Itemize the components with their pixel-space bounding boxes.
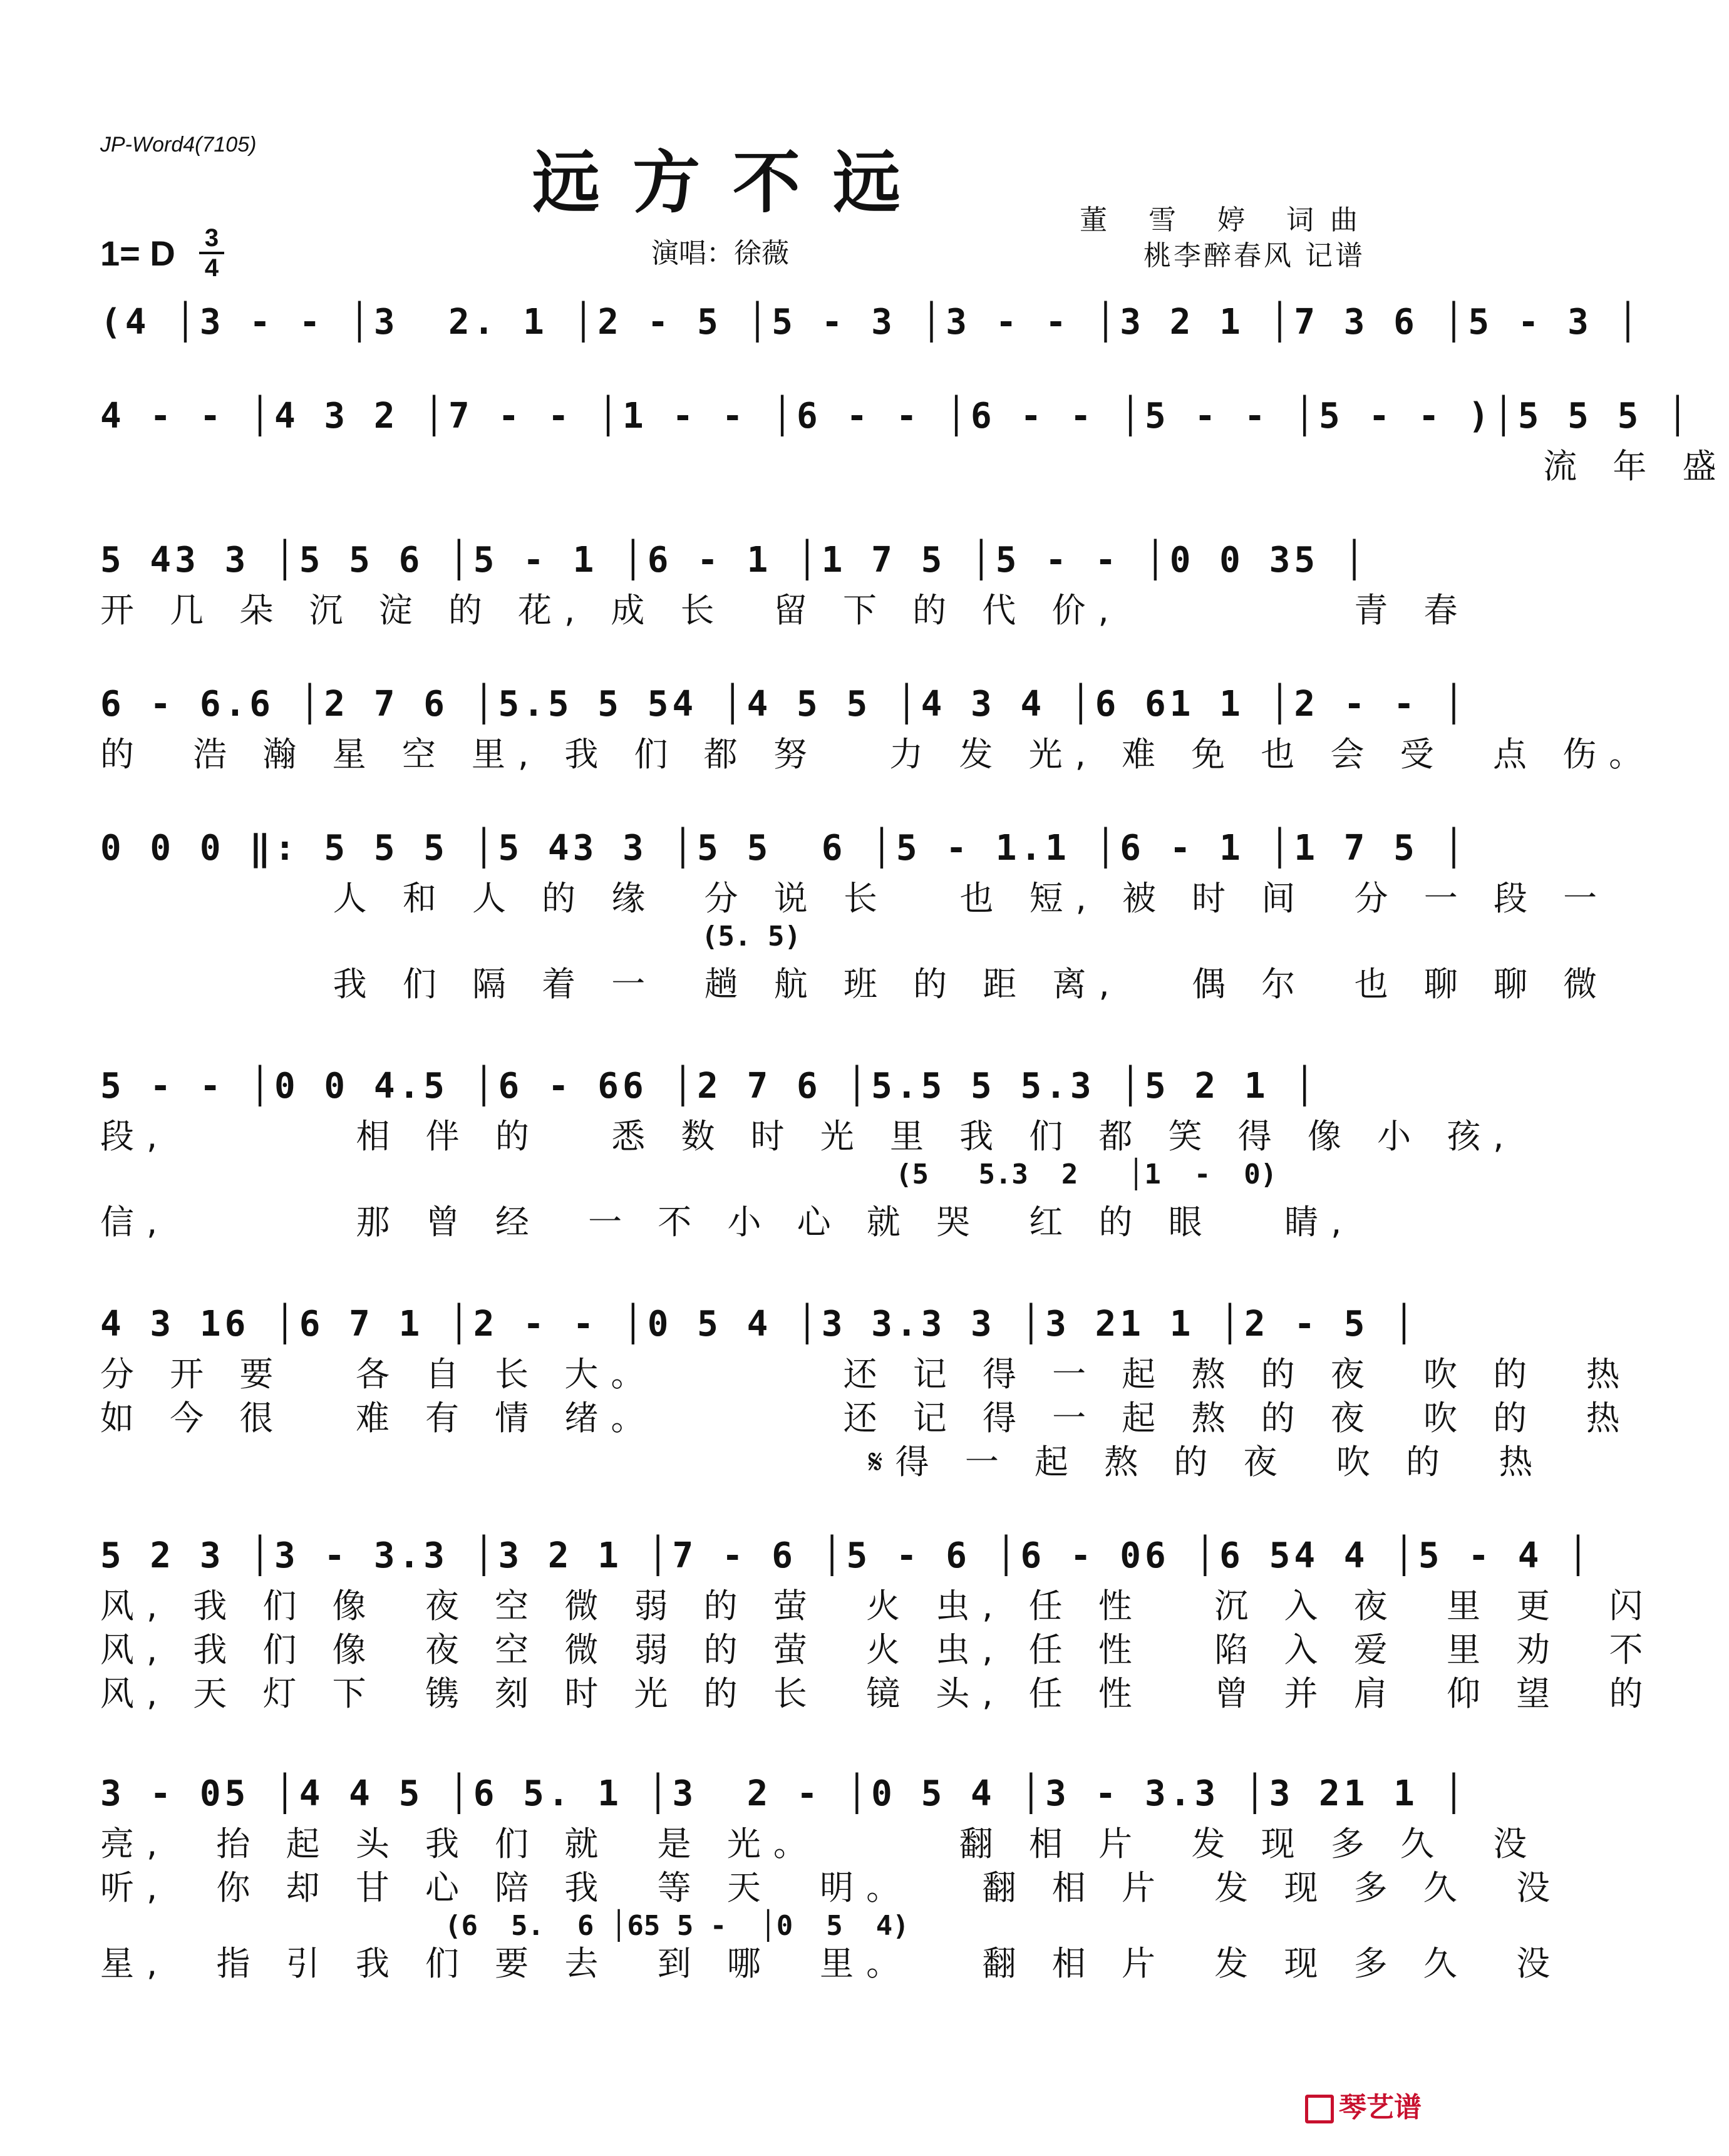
lyric-line: 风, 我 们 像 夜 空 微 弱 的 萤 火 虫, 任 性 沉 入 夜 里 更 闪 xyxy=(100,1586,1656,1626)
composer-credit: 董 雪 婷 词曲 xyxy=(1080,204,1374,236)
lyric-line: 分 开 要 各 自 长 大。 还 记 得 一 起 熬 的 夜 吹 的 热 xyxy=(100,1354,1633,1394)
key-signature: 1= D xyxy=(100,234,175,273)
lyric-line: 𝄋得 一 起 熬 的 夜 吹 的 热 xyxy=(100,1442,1546,1482)
lyric-line: 风, 我 们 像 夜 空 微 弱 的 萤 火 虫, 任 性 陷 入 爱 里 劝 不 xyxy=(100,1630,1656,1669)
score-system-3 xyxy=(100,532,1470,632)
lyric-line: 流 年 盛 xyxy=(100,446,1729,486)
notation-line: 6 - 6.6 │2 7 6 │5.5 5 54 │4 5 5 │4 3 4 │6 61 1 │2 - - │ xyxy=(100,684,1468,725)
software-label: JP-Word4(7105) xyxy=(100,133,257,157)
score-system-8 xyxy=(100,1528,1656,1716)
song-title: 远方不远 xyxy=(532,143,933,222)
lyric-line: 段, 相 伴 的 悉 数 时 光 里 我 们 都 笑 得 像 小 孩, xyxy=(100,1117,1517,1156)
time-signature xyxy=(199,225,224,281)
score-system-6 xyxy=(100,1058,1517,1244)
site-logo xyxy=(1305,2085,1422,2125)
lyric-line: 信, 那 曾 经 一 不 小 心 就 哭 红 的 眼 睛, xyxy=(100,1202,1355,1242)
score-system-4 xyxy=(100,676,1656,776)
lyric-line: 风, 天 灯 下 镌 刻 时 光 的 长 镜 头, 任 性 曾 并 肩 仰 望 的 xyxy=(100,1674,1656,1713)
score-system-5 xyxy=(100,820,1610,1006)
transcriber-credit: 桃李醉春风 记谱 xyxy=(1143,240,1365,272)
notation-line: (4 │3 - - │3 2. 1 │2 - 5 │5 - 3 │3 - - │3 2 1 │7 3 6 │5 - 3 │ xyxy=(100,302,1643,343)
logo-text: 琴艺谱 xyxy=(1339,2092,1422,2123)
notation-line: 5 - - │0 0 4.5 │6 - 66 │2 7 6 │5.5 5 5.3 │5 2 1 │ xyxy=(100,1066,1319,1106)
score-system-2 xyxy=(100,388,1729,488)
time-signature-top: 3 xyxy=(204,224,219,252)
lyric-line: 听, 你 却 甘 心 陪 我 等 天 明。 翻 相 片 发 现 多 久 没 xyxy=(100,1868,1563,1907)
score-system-1 xyxy=(100,294,1643,351)
lyric-line: 开 几 朵 沉 淀 的 花, 成 长 留 下 的 代 价, 青 春 xyxy=(100,591,1470,630)
alternate-notes: (5. 5) xyxy=(701,921,801,952)
singer-credit: 演唱：徐薇 xyxy=(651,237,789,269)
lyric-line: 我 们 隔 着 一 趟 航 班 的 距 离, 偶 尔 也 聊 聊 微 xyxy=(100,964,1610,1004)
score-system-9 xyxy=(100,1766,1563,1986)
lyric-line: 人 和 人 的 缘 分 说 长 也 短, 被 时 间 分 一 段 一 xyxy=(100,879,1610,918)
alternate-notes: (6 5. 6 │65 5 - │0 5 4) xyxy=(445,1910,909,1942)
notation-line: 4 3 16 │6 7 1 │2 - - │0 5 4 │3 3.3 3 │3 21 1 │2 - 5 │ xyxy=(100,1304,1418,1344)
time-signature-bottom: 4 xyxy=(204,254,219,282)
notation-line: 3 - 05 │4 4 5 │6 5. 1 │3 2 - │0 5 4 │3 - 3.3 │3 21 1 │ xyxy=(100,1773,1468,1814)
notation-line: 4 - - │4 3 2 │7 - - │1 - - │6 - - │6 - - │5 - - │5 - - )│5 5 5 │ xyxy=(100,396,1692,436)
lyric-line: 亮, 抬 起 头 我 们 就 是 光。 翻 相 片 发 现 多 久 没 xyxy=(100,1824,1540,1864)
logo-icon xyxy=(1305,2095,1334,2123)
notation-line: 5 2 3 │3 - 3.3 │3 2 1 │7 - 6 │5 - 6 │6 - 06 │6 54 4 │5 - 4 │ xyxy=(100,1535,1592,1576)
alternate-notes: (5 5.3 2 │1 - 0) xyxy=(895,1158,1277,1190)
notation-line: 0 0 0 ‖: 5 5 5 │5 43 3 │5 5 6 │5 - 1.1 │6 - 1 │1 7 5 │ xyxy=(100,828,1468,869)
notation-line: 5 43 3 │5 5 6 │5 - 1 │6 - 1 │1 7 5 │5 - - │0 0 35 │ xyxy=(100,540,1369,580)
lyric-line: 如 今 很 难 有 情 绪。 还 记 得 一 起 熬 的 夜 吹 的 热 xyxy=(100,1398,1633,1438)
score-system-7 xyxy=(100,1296,1633,1484)
lyric-line: 星, 指 引 我 们 要 去 到 哪 里。 翻 相 片 发 现 多 久 没 xyxy=(100,1944,1563,1983)
lyric-line: 的 浩 瀚 星 空 里, 我 们 都 努 力 发 光, 难 免 也 会 受 点 伤。 xyxy=(100,735,1656,774)
